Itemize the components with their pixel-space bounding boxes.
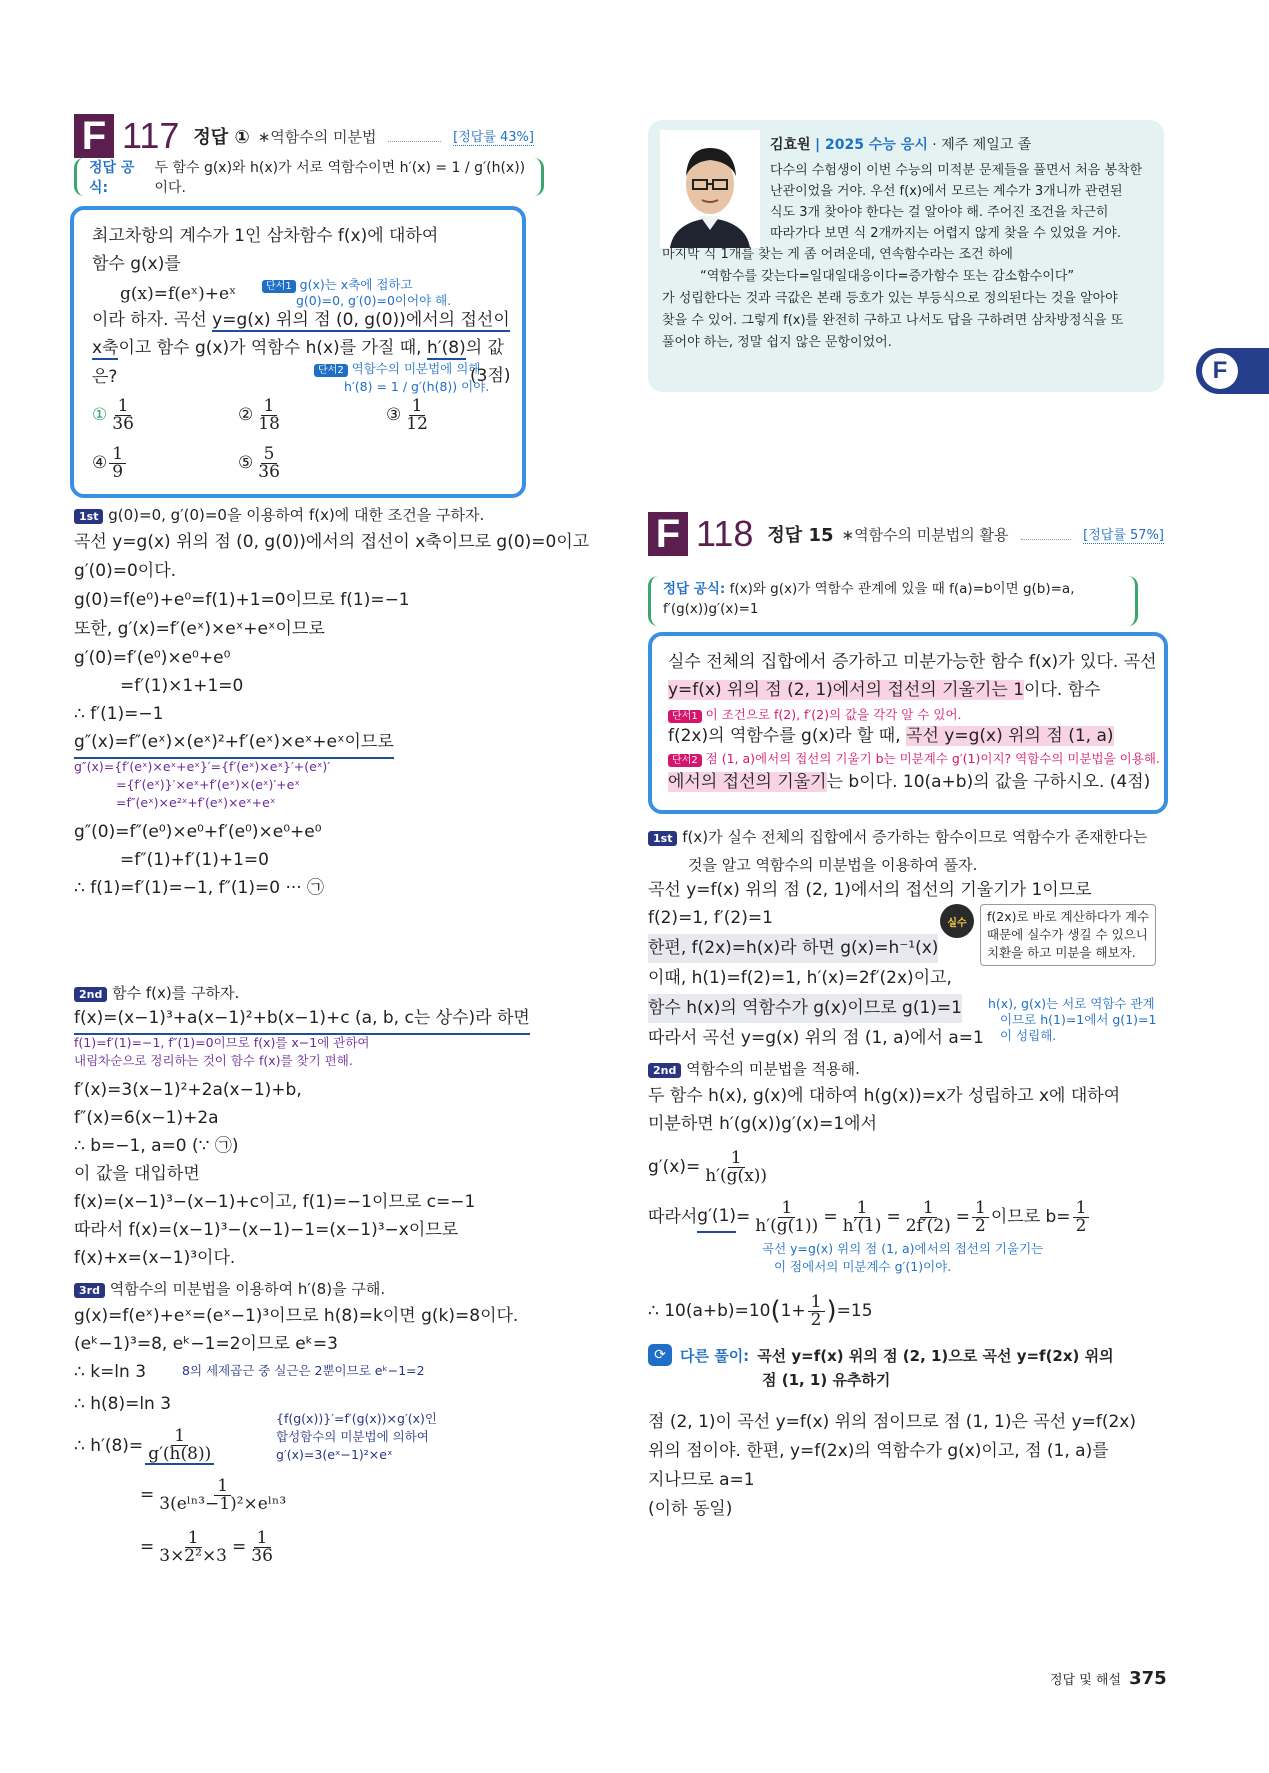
fraction-numerator: 1 [185, 1530, 202, 1548]
note-line: 이므로 h(1)=1에서 g(1)=1 [1000, 1012, 1157, 1027]
solution-line: 또한, g′(x)=f′(eˣ)×eˣ+eˣ이므로 [74, 619, 325, 639]
question-emphasis: h′(8) [427, 338, 466, 358]
fraction-denominator: 36 [251, 1546, 273, 1566]
alt-line: 위의 점이야. 한편, y=f(2x)의 역함수가 g(x)이고, 점 (1, a)를 [648, 1441, 1109, 1461]
solution-line: g′(0)=0이다. [74, 561, 177, 581]
formula-text: 두 함수 g(x)와 h(x)가 서로 역함수이면 h′(x) = 1 / g′(h(x)) 이다. [154, 160, 526, 196]
question-emphasis: 곡선 y=g(x) 위의 점 (1, a) [906, 726, 1114, 746]
problem-117-header [74, 110, 534, 162]
question-emphasis: y=f(x) 위의 점 (2, 1)에서의 접선의 기울기는 1 [668, 680, 1025, 700]
solution-line: (eᵏ−1)³=8, eᵏ−1=2이므로 eᵏ=3 [74, 1334, 338, 1354]
step-title: 함수 f(x)를 구하자. [112, 984, 240, 1002]
alt-title: 점 (1, 1) 유추하기 [762, 1371, 891, 1389]
alternative-solution-heading [648, 1344, 1168, 1392]
fraction-denominator: h′(1) [842, 1216, 882, 1236]
review-line: 다수의 수험생이 이번 수능의 미적분 문제들을 풀면서 처음 봉착한 [770, 163, 1143, 178]
solution-line: ∴ b=−1, a=0 (∵ ㉠) [74, 1136, 239, 1156]
fraction-denominator: 2f′(2) [905, 1216, 951, 1236]
choice-5[interactable] [238, 446, 285, 481]
step-1-heading [74, 504, 534, 525]
choice-number: ⑤ [238, 453, 254, 473]
solution-line: g(x)=f(eˣ)+eˣ=(eˣ−1)³이므로 h(8)=k이면 g(k)=8이다. [74, 1306, 519, 1326]
section-badge: F [74, 114, 114, 158]
hint-text: h′(8) = 1 / g′(h(8)) 이야. [344, 379, 490, 394]
formula-lhs: g′(x)= [648, 1157, 701, 1177]
hint-tag: 단서2 [668, 754, 702, 767]
question-box-118 [648, 632, 1168, 814]
question-line: 이다. 함수 [1024, 680, 1101, 700]
derivation-step: = $\frac{1}{\text{3(eˡⁿ³−1)²×eˡⁿ³}}$ [140, 1478, 291, 1513]
final-lhs: ∴ h′(8)= [74, 1436, 144, 1456]
step-title: 것을 알고 역함수의 미분법을 이용하여 풀자. [688, 856, 978, 874]
review-line: 식도 3개 찾아야 한다는 걸 알아야 해. 주어진 조건을 차근히 [770, 205, 1109, 220]
alt-label: 다른 풀이: [680, 1347, 750, 1365]
solution-line: 곡선 y=f(x) 위의 점 (2, 1)에서의 접선의 기울기가 1이므로 [648, 880, 1092, 900]
fraction-denominator: 2 [810, 1310, 822, 1330]
fraction-denominator: 2 [975, 1216, 986, 1236]
final-result: ∴ 10(a+b)=10 ( 1+ $\frac{1}{2}$ ) =15 [648, 1292, 873, 1330]
choice-2[interactable] [238, 398, 285, 433]
solution-line: f″(x)=6(x−1)+2a [74, 1108, 219, 1128]
section-letter-icon [1202, 353, 1238, 389]
choice-numerator: 5 [261, 446, 278, 464]
fraction-numerator: 1 [778, 1200, 795, 1218]
result-text: =15 [836, 1301, 873, 1321]
solution-line: g″(x)=f″(eˣ)×(eˣ)²+f′(eˣ)×eˣ+eˣ이므로 [74, 728, 394, 759]
note-line: h(x), g(x)는 서로 역함수 관계 [988, 996, 1155, 1011]
choice-denominator: 9 [112, 462, 124, 482]
solution-note: 내림차순으로 정리하는 것이 함수 f(x)를 찾기 편해. [74, 1053, 353, 1068]
question-line: 함수 g(x)를 [92, 254, 181, 274]
fraction-numerator: 1 [1073, 1200, 1090, 1218]
alt-line: 지나므로 a=1 [648, 1470, 755, 1490]
solution-line: 곡선 y=g(x) 위의 점 (0, g(0))에서의 접선이 x축이므로 g(0)=0이고 [74, 532, 590, 552]
step-title: 역함수의 미분법을 적용해. [686, 1060, 860, 1078]
fraction-denominator: h′(g(1)) [755, 1216, 819, 1236]
formula-text: f(x)와 g(x)가 역함수 관계에 있을 때 f(a)=b이면 g(b)=a, [729, 581, 1075, 597]
fraction-denominator: 2 [1075, 1216, 1087, 1236]
mistake-badge-icon [940, 904, 974, 938]
hint-tag: 단서1 [668, 710, 702, 723]
step-2-heading [648, 1058, 860, 1079]
choice-denominator: 18 [258, 414, 280, 434]
page-number: 375 [1129, 1668, 1167, 1689]
hint-text: 점 (1, a)에서의 접선의 기울기 b는 미분계수 g′(1)이지? 역함수의 미분법을 이용해. [705, 751, 1160, 766]
reviewer-meta: 2025 수능 응시 [825, 137, 928, 153]
review-line: 마지막 식 1개를 찾는 게 좀 어려운데, 연속함수라는 조건 하에 [662, 247, 1013, 262]
formula-text: f′(g(x))g′(x)=1 [663, 601, 759, 617]
note-line: 이 성립해. [1000, 1028, 1057, 1043]
solution-note: g′(x)=3(eˣ−1)²×eˣ [276, 1447, 393, 1462]
fraction-numerator: 1 [254, 1530, 271, 1548]
solution-line: 한편, f(2x)=h(x)라 하면 g(x)=h⁻¹(x) [648, 934, 938, 963]
choice-4[interactable] [92, 446, 128, 481]
solution-line: g(0)=f(e⁰)+e⁰=f(1)+1=0이므로 f(1)=−1 [74, 590, 410, 610]
fraction-denominator: g′(h(8)) [148, 1444, 212, 1464]
solution-note: =f″(eˣ)×e²ˣ+f′(eˣ)×eˣ+eˣ [116, 795, 276, 810]
question-line: 는 b이다. 10(a+b)의 값을 구하시오. (4점) [826, 772, 1151, 792]
review-text-top [770, 160, 1142, 244]
question-line: 이라 하자. 곡선 [92, 310, 213, 330]
step-1-heading [648, 824, 1168, 878]
mistake-note [940, 904, 1162, 966]
topic-label: ∗역함수의 미분법 [257, 127, 377, 146]
section-badge: F [648, 512, 688, 556]
solution-line: g′(0)=f′(e⁰)×e⁰+e⁰ [74, 648, 231, 668]
step-tag: 1st [74, 509, 103, 524]
solution-note: g″(x)={f′(eˣ)×eˣ+eˣ}′={f′(eˣ)×eˣ}′+(eˣ)′ [74, 759, 331, 774]
step-tag: 2nd [74, 987, 107, 1002]
solution-line: f′(x)=3(x−1)²+2a(x−1)+b, [74, 1080, 302, 1100]
review-line: 난관이었을 거야. 우선 f(x)에서 모르는 계수가 3개니까 관련된 [770, 184, 1123, 199]
fraction-denominator: h′(g(x)) [705, 1166, 768, 1186]
choice-denominator: 36 [258, 462, 280, 482]
solution-line: ∴ h(8)=ln 3 [74, 1394, 172, 1414]
solution-line: ∴ f(1)=f′(1)=−1, f″(1)=0 ··· ㉠ [74, 878, 325, 898]
solution-line: f(x)+x=(x−1)³이다. [74, 1248, 236, 1268]
formula-label: 정답 공식: [89, 160, 135, 196]
review-text-bottom [662, 244, 1123, 354]
solution-line: 이 값을 대입하면 [74, 1164, 200, 1184]
step-title: f(x)가 실수 전체의 집합에서 증가하는 함수이므로 역함수가 존재한다는 [682, 828, 1148, 846]
review-line: 찾을 수 있어. 그렇게 f(x)를 완전히 구하고 나서도 답을 구하려면 삼차방정식을 또 [662, 313, 1124, 328]
solution-note: 합성함수의 미분법에 의하여 [276, 1429, 429, 1444]
problem-118-header [648, 508, 1164, 560]
question-line: 최고차항의 계수가 1인 삼차함수 f(x)에 대하여 [92, 226, 439, 246]
footer-label: 정답 및 해설 [1050, 1673, 1122, 1688]
step-tag: 1st [648, 831, 677, 846]
question-line: 이고 함수 g(x)가 역함수 h(x)를 가질 때, [118, 338, 427, 358]
derivation-step: = $\frac{1}{\text{3×2²×3}}$ = $\frac{1}{36}$ [140, 1530, 278, 1565]
note-line: 치환을 하고 미분을 해보자. [987, 945, 1136, 960]
formula-label: 정답 공식: [663, 581, 726, 597]
conclusion-formula: 따라서 g′(1) = $\frac{1}{h'(g(1))}$ = $\frac{1}{h'(1)}$ = $\frac{1}{2f'(2)}$ = $\frac{1}{2}$ 이므로 b= $\frac{1}{2}$ [648, 1200, 1091, 1235]
alt-title: 곡선 y=f(x) 위의 점 (2, 1)으로 곡선 y=f(2x) 위의 [757, 1347, 1114, 1365]
answer-formula [74, 158, 544, 196]
note-line: 때문에 실수가 생길 수 있으니 [987, 927, 1148, 942]
solution-line: =f″(1)+f′(1)+1=0 [120, 850, 269, 870]
answer-label: 정답 15 [767, 525, 834, 546]
solution-note: 8의 세제곱근 중 실근은 2뿐이므로 eᵏ−1=2 [182, 1363, 425, 1378]
fraction-numerator: 1 [972, 1200, 989, 1218]
step-tag: 3rd [74, 1283, 105, 1298]
step-2-heading [74, 982, 239, 1003]
solution-line: ∴ f′(1)=−1 [74, 704, 164, 724]
question-emphasis: y=g(x) 위의 점 (0, g(0))에서의 접선이 [212, 310, 510, 330]
solution-line: f(x)=(x−1)³+a(x−1)²+b(x−1)+c (a, b, c는 상수)라 하면 [74, 1004, 530, 1035]
choice-number: ③ [386, 405, 402, 425]
points: (3점) [470, 366, 511, 386]
choice-denominator: 12 [406, 414, 428, 434]
review-line: 따라가다 보면 식 2개까지는 어렵지 않게 찾을 수 있었을 거야. [770, 226, 1121, 241]
choice-1[interactable] [92, 398, 139, 433]
solution-line: ∴ k=ln 3 [74, 1362, 147, 1382]
question-emphasis: 에서의 접선의 기울기 [668, 772, 827, 792]
choice-numerator: 1 [409, 398, 426, 416]
solution-line: 따라서 f(x)=(x−1)³−(x−1)−1=(x−1)³−x이므로 [74, 1220, 459, 1240]
mistake-badge: 실수 [947, 917, 967, 929]
solution-line: 따라서 곡선 y=g(x) 위의 점 (1, a)에서 a=1 [648, 1028, 984, 1048]
hint-text: g(x)는 x축에 접하고 [299, 277, 413, 292]
accuracy-rate: [정답률 43%] [453, 126, 534, 146]
alt-line: 점 (2, 1)이 곡선 y=f(x) 위의 점이므로 점 (1, 1)은 곡선 y=f(2x) [648, 1412, 1136, 1432]
answer-formula [648, 576, 1138, 626]
solution-line: 이때, h(1)=f(2)=1, h′(x)=2f′(2x)이고, [648, 968, 952, 988]
conclusion-emphasis: g′(1) [697, 1202, 736, 1233]
choice-number: ① [92, 405, 108, 425]
step-title: g(0)=0, g′(0)=0을 이용하여 f(x)에 대한 조건을 구하자. [108, 506, 485, 524]
fraction-numerator: 1 [808, 1294, 825, 1312]
hint-tag: 단서1 [262, 280, 296, 293]
solution-note: ={f′(eˣ)}′×eˣ+f′(eˣ)×(eˣ)′+eˣ [116, 777, 300, 792]
gprime-formula [648, 1150, 772, 1185]
problem-number: 117 [122, 115, 180, 156]
inverse-note [988, 996, 1156, 1044]
choice-denominator: 36 [112, 414, 134, 434]
problem-number: 118 [696, 513, 754, 554]
hint-text: g(0)=0, g′(0)=0이어야 해. [296, 293, 452, 308]
conclusion-text: 이므로 b= [990, 1207, 1071, 1227]
section-letter: F [1212, 357, 1228, 384]
result-text: 1+ [780, 1301, 806, 1321]
solution-line: 미분하면 h′(g(x))g′(x)=1에서 [648, 1114, 877, 1134]
step-title: 역함수의 미분법을 이용하여 h′(8)을 구해. [109, 1280, 386, 1298]
question-line: 실수 전체의 집합에서 증가하고 미분가능한 함수 f(x)가 있다. 곡선 [668, 652, 1157, 672]
alt-solution-icon: ⟳ [648, 1344, 672, 1366]
page-footer [1050, 1668, 1167, 1689]
step-3-heading [74, 1278, 385, 1299]
reviewer-name: 김효원 [770, 137, 811, 153]
solution-note: {f(g(x))}′=f′(g(x))×g′(x)인 [276, 1411, 438, 1426]
fraction-denominator: 3×2²×3 [159, 1546, 228, 1566]
conclusion-note: 곡선 y=g(x) 위의 점 (1, a)에서의 접선의 기울기는 [762, 1241, 1044, 1256]
review-line: 풀어야 하는, 정말 쉽지 않은 문항이었어. [662, 335, 892, 350]
final-derivation [74, 1428, 216, 1465]
solution-line: 함수 h(x)의 역함수가 g(x)이므로 g(1)=1 [648, 994, 962, 1023]
solution-line: g″(0)=f″(e⁰)×e⁰+f′(e⁰)×e⁰+e⁰ [74, 822, 322, 842]
hint-text: 이 조건으로 f(2), f′(2)의 값을 각각 알 수 있어. [705, 707, 962, 722]
choice-numerator: 1 [115, 398, 132, 416]
answer-label: 정답 ① [193, 127, 250, 148]
section-side-tab[interactable] [1196, 348, 1269, 394]
conclusion-text: 따라서 [648, 1207, 698, 1227]
result-text: ∴ 10(a+b)=10 [648, 1301, 771, 1321]
fraction-denominator: 3(eˡⁿ³−1)²×eˡⁿ³ [159, 1494, 287, 1514]
alt-line: (이하 동일) [648, 1499, 733, 1519]
solution-line: f(2)=1, f′(2)=1 [648, 908, 773, 928]
choice-number: ④ [92, 453, 108, 473]
avatar [660, 130, 760, 248]
conclusion-note: 이 점에서의 미분계수 g′(1)이야. [774, 1259, 952, 1274]
hint-tag: 단서2 [314, 364, 348, 377]
choice-number: ② [238, 405, 254, 425]
question-line: f(2x)의 역함수를 g(x)라 할 때, [668, 726, 907, 746]
question-emphasis: x축 [92, 338, 119, 358]
choice-3[interactable] [386, 398, 433, 433]
fraction-numerator: 1 [920, 1200, 937, 1218]
question-formula: g(x)=f(eˣ)+eˣ [120, 284, 237, 304]
fraction-numerator: 1 [171, 1428, 188, 1446]
topic-label: ∗역함수의 미분법의 활용 [841, 525, 1009, 544]
solution-note: f(1)=f′(1)=−1, f″(1)=0이므로 f(x)를 x−1에 관하여 [74, 1035, 370, 1050]
note-line: f(2x)로 바로 계산하다가 계수 [987, 909, 1150, 924]
reviewer-school: · 제주 제일고 졸 [932, 137, 1032, 153]
question-box-117 [70, 206, 526, 498]
fraction-numerator: 1 [214, 1478, 231, 1496]
hint-text: 역함수의 미분법에 의해 [351, 361, 481, 376]
review-line: “역함수를 갖는다=일대일대응이다=증가함수 또는 감소함수이다” [700, 269, 1075, 284]
solution-line: f(x)=(x−1)³−(x−1)+c이고, f(1)=−1이므로 c=−1 [74, 1192, 476, 1212]
solution-line: =f′(1)×1+1=0 [120, 676, 244, 696]
accuracy-rate: [정답률 57%] [1083, 524, 1164, 544]
step-tag: 2nd [648, 1063, 681, 1078]
student-review: 김효원 | 2025 수능 응시 · 제주 제일고 졸 다수의 수험생이 이번 수능의 미적분 문제들을 풀면서 처음 봉착한 난관이었을 거야. 우선 f(x)에서 모르는 계수가 3개니까 관련된 식도 3개 찾아야 한다는 걸 알아야 해. 주어진 조건을 차근히 따라가다 보면 식 2개까지는 어렵지 않게 찾을 수 있었을 거야. 마지막 식 1개를 찾는 게 좀 어려운데, 연속함수라는 조건 하에 “역함수를 갖는다=일대일대응이다=증가함수 또는 감소함수이다” 가 성립한다는 것과 극값은 본래 등호가 있는 부등식으로 정의된다는 것을 알아야 찾을 수 있어. 그렇게 f(x)를 완전히 구하고 나서도 답을 구하려면 삼차방정식을 또 풀어야 하는, 정말 쉽지 않은 문항이었어. [648, 120, 1164, 392]
fraction-numerator: 1 [854, 1200, 871, 1218]
choice-numerator: 1 [261, 398, 278, 416]
choice-numerator: 1 [109, 446, 126, 464]
review-line: 가 성립한다는 것과 극값은 본래 등호가 있는 부등식으로 정의된다는 것을 알아야 [662, 291, 1118, 306]
fraction-numerator: 1 [728, 1150, 745, 1168]
question-line: 의 값은? [92, 338, 504, 387]
solution-line: 두 함수 h(x), g(x)에 대하여 h(g(x))=x가 성립하고 x에 대하여 [648, 1086, 1121, 1106]
